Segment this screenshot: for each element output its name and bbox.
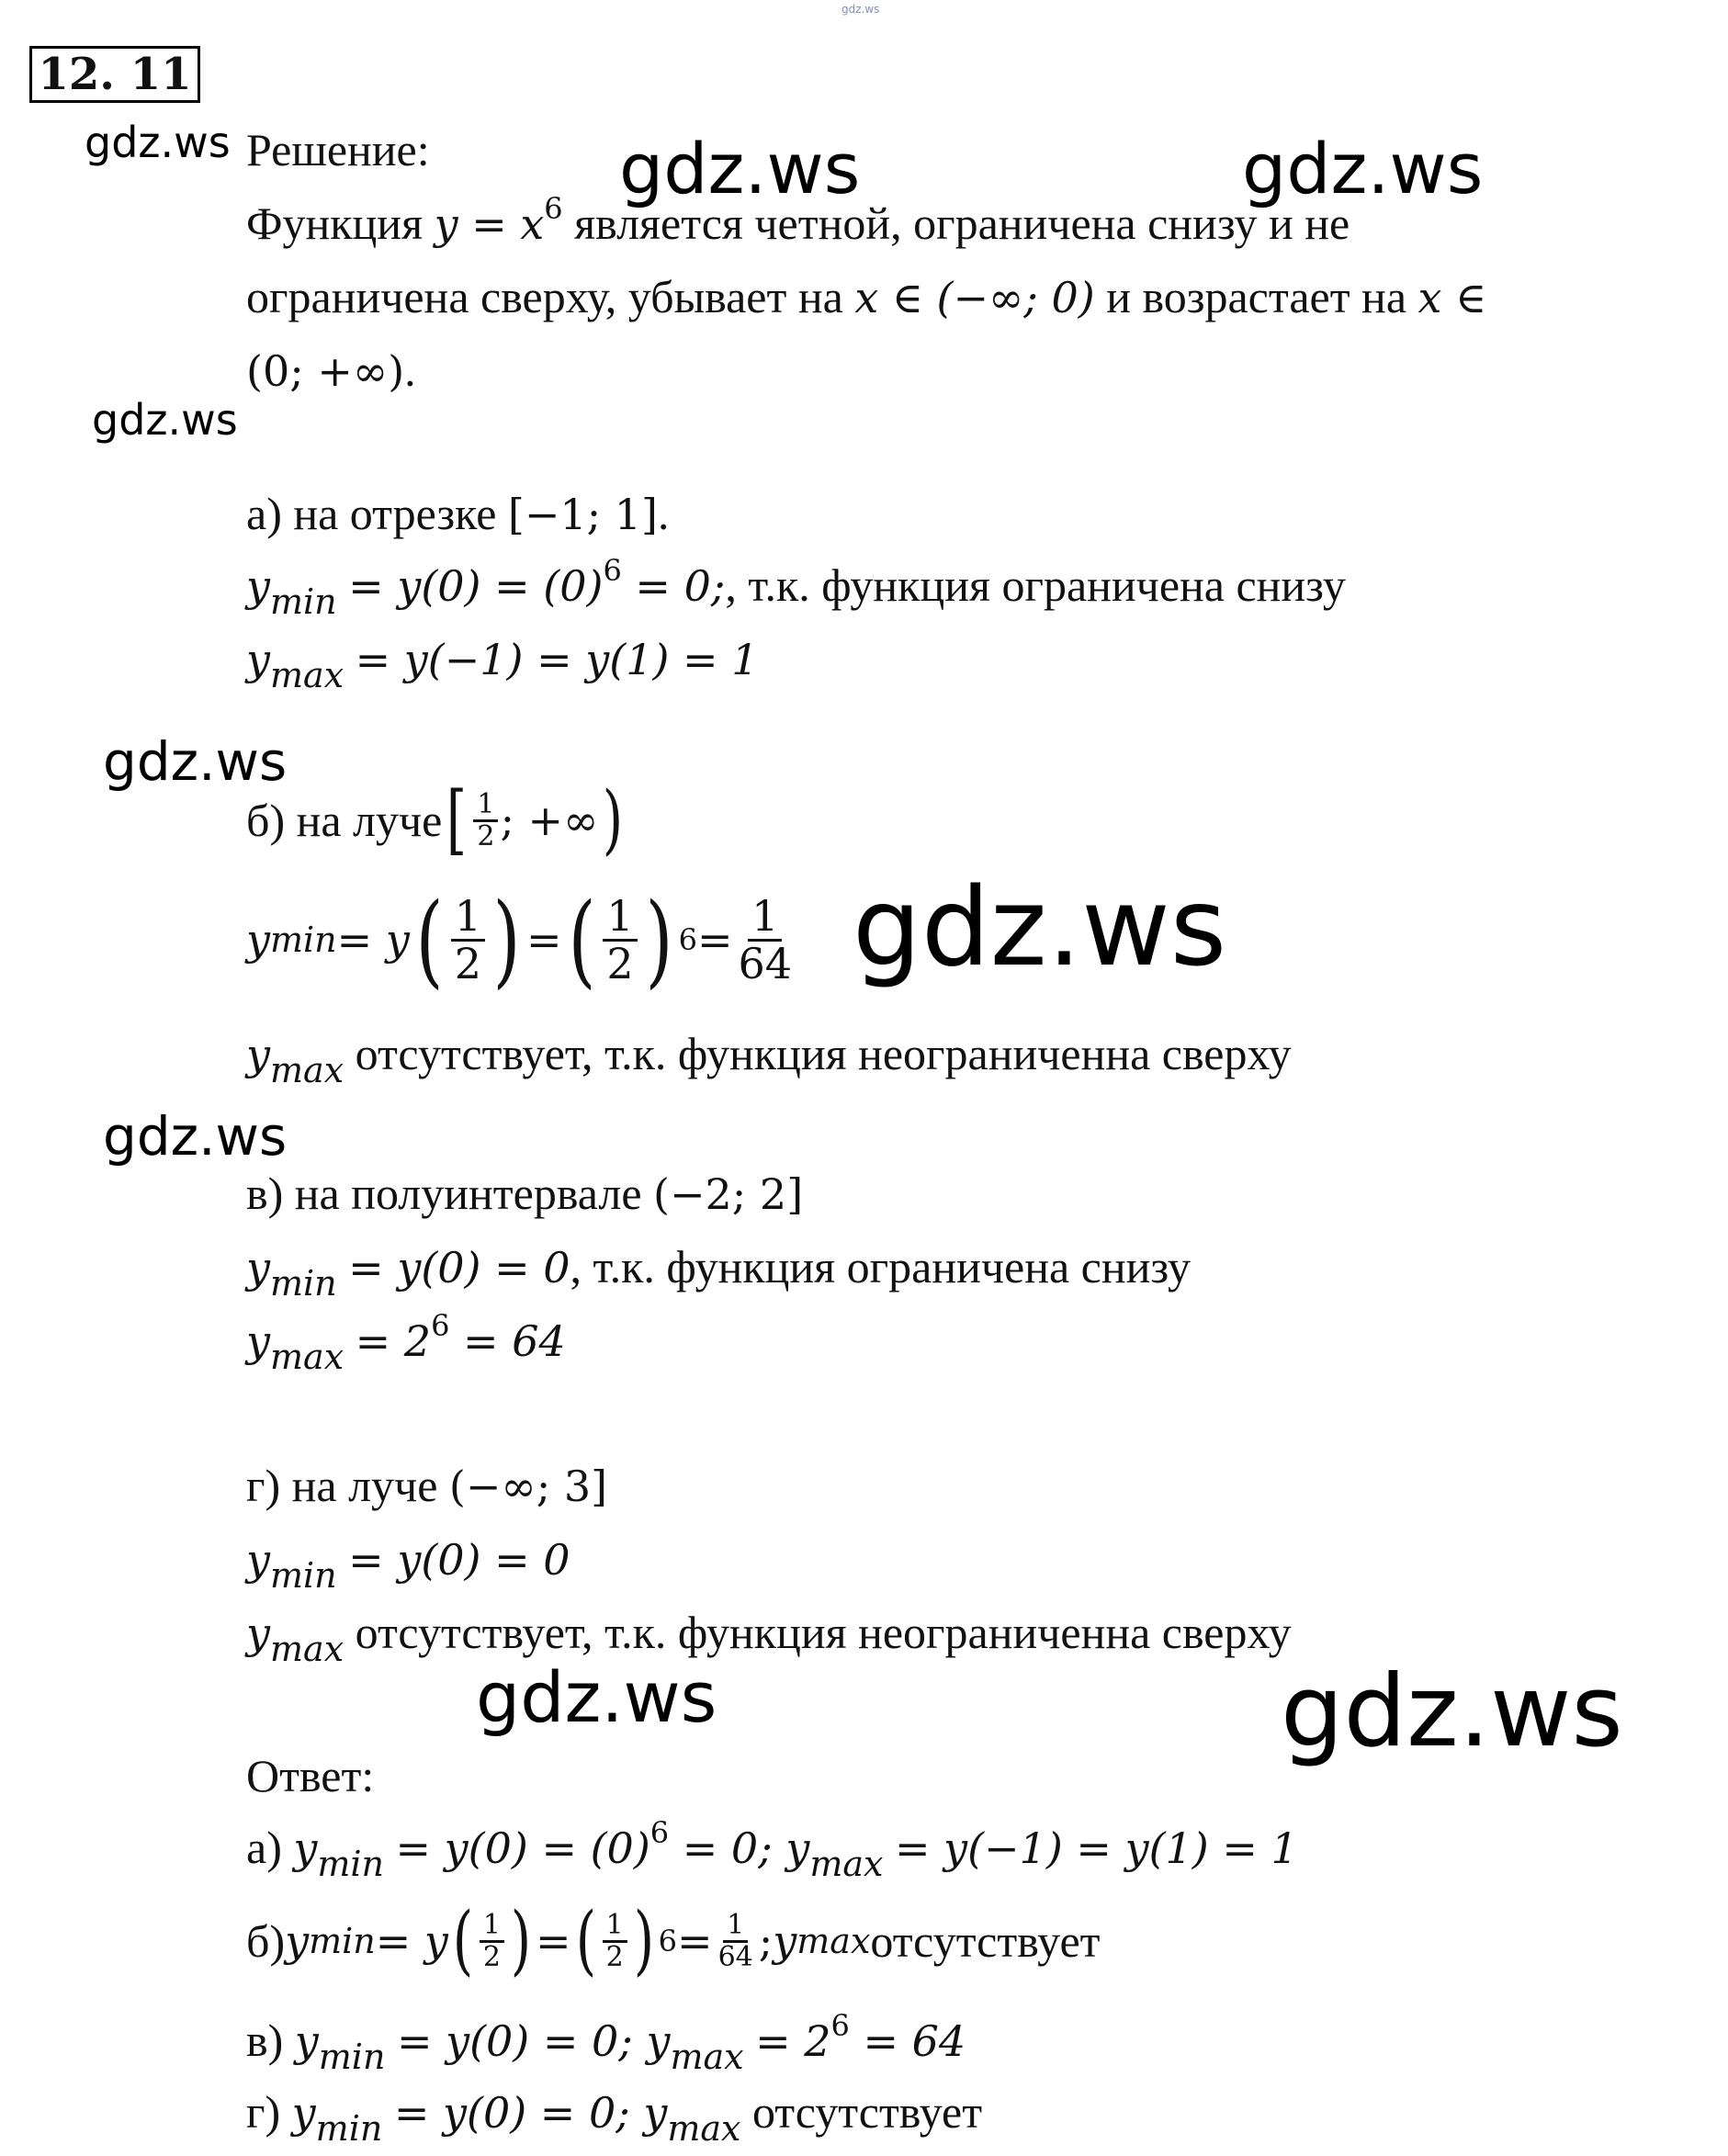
formula: y = x (434, 199, 545, 249)
paren: ) (645, 881, 673, 999)
var: y (246, 1030, 270, 1079)
subscript: max (270, 1629, 344, 1669)
formula: = 0; (621, 561, 726, 611)
var: y (785, 1823, 810, 1873)
part-v-label (246, 1168, 804, 1219)
text: отсутствует (740, 2086, 983, 2138)
denominator: 2 (477, 819, 495, 852)
var: y (293, 1823, 318, 1873)
answer-heading: Ответ: (246, 1750, 375, 1801)
subscript: max (670, 2037, 744, 2077)
formula: = y (375, 1916, 448, 1966)
formula: ; +∞ (500, 796, 599, 845)
answer-g (246, 2086, 983, 2149)
watermark: gdz.ws (103, 1105, 288, 1168)
text: ограничена сверху, убывает на (246, 271, 855, 322)
denominator: 2 (606, 938, 634, 988)
formula: = y(0) = (0) (348, 561, 604, 611)
text: является четной, ограничена снизу и не (562, 198, 1350, 249)
text: г) на луче (246, 1460, 449, 1511)
subscript: min (317, 1844, 385, 1884)
text: отсутствует (870, 1915, 1101, 1967)
formula: = y (336, 915, 410, 965)
subscript: max (270, 655, 344, 695)
formula: = y(0) = 0; (396, 2016, 647, 2066)
numerator: 1 (748, 894, 782, 941)
fraction (735, 891, 796, 988)
paren: ) (633, 1897, 654, 1984)
exponent: 6 (603, 553, 622, 588)
subscript: min (318, 2037, 386, 2077)
text: , т.к. функция ограничена снизу (725, 559, 1346, 611)
text: а) на отрезке (246, 488, 508, 539)
formula: = y(0) = 0 (348, 1243, 570, 1292)
exponent: 6 (431, 1308, 450, 1343)
formula: = 2 (755, 2016, 831, 2066)
var: y (646, 2016, 671, 2066)
numerator: 1 (603, 894, 637, 941)
formula: x ∈ (−∞; 0) (854, 273, 1095, 322)
exponent: 6 (544, 191, 563, 226)
watermark: gdz.ws (1242, 128, 1484, 209)
var: y (285, 1916, 310, 1966)
formula: = (536, 1916, 571, 1966)
paren: ( (415, 881, 444, 999)
text: б) на луче (246, 795, 443, 846)
paren: ( (452, 1897, 474, 1984)
formula: = y(−1) = y(1) = 1 (355, 635, 759, 684)
numerator: 1 (473, 790, 498, 822)
text: и возрастает на (1094, 271, 1418, 322)
subscript: max (270, 1050, 344, 1090)
denominator: 2 (454, 938, 482, 988)
denominator: 64 (738, 938, 793, 988)
solution-heading: Решение: (246, 124, 430, 175)
subscript: min (270, 1263, 337, 1304)
watermark-top-tiny: gdz.ws (841, 3, 880, 16)
watermark: gdz.ws (619, 128, 861, 209)
fraction (715, 1911, 757, 1971)
formula: ; (758, 1916, 774, 1966)
formula: = y(−1) = y(1) = 1 (894, 1823, 1298, 1873)
var: y (246, 1609, 270, 1658)
part-g-label (246, 1460, 608, 1511)
watermark: gdz.ws (92, 395, 238, 445)
part-v-ymin (246, 1241, 1192, 1304)
intro-line-2 (246, 271, 1487, 322)
fraction (451, 891, 485, 988)
formula: = y(0) = 0 (348, 1535, 570, 1585)
part-g-ymax (246, 1607, 1292, 1669)
var: y (246, 635, 270, 684)
answer-v (246, 2008, 966, 2077)
subscript: min (315, 2108, 383, 2149)
var: y (246, 915, 270, 965)
var: y (291, 2088, 316, 2138)
subscript: max (809, 1844, 884, 1884)
formula: (−∞; 3] (448, 1462, 608, 1511)
text: в) (246, 2015, 295, 2066)
subscript: max (270, 1337, 344, 1377)
denominator: 2 (605, 1940, 624, 1973)
denominator: 2 (482, 1940, 502, 1973)
formula: [−1; 1] (507, 490, 658, 539)
var: y (294, 2016, 319, 2066)
intro-line-3 (246, 344, 416, 396)
text: . (404, 344, 416, 396)
subscript: max (667, 2108, 741, 2149)
watermark: gdz.ws (1281, 1654, 1623, 1769)
answer-b: б) y min = y ( $\frac{1}{2}$ ) = ( $\frac{1}{2}$ ) 6 = $\frac{1}{64}$ ; y max отсутствует (246, 1897, 1101, 1984)
denominator: 64 (717, 1940, 753, 1973)
subscript: min (270, 1555, 337, 1596)
var: y (246, 1535, 270, 1585)
answer-a (246, 1815, 1298, 1884)
part-a-ymin (246, 553, 1346, 622)
part-b-ymin: y min = y ( $\frac{1}{2}$ ) = ( $\frac{1}{2}$ ) 6 = $\frac{1}{64}$ (246, 889, 797, 990)
text: , т.к. функция ограничена снизу (570, 1241, 1192, 1292)
text: г) (246, 2086, 292, 2138)
formula: = (525, 915, 562, 965)
part-v-ymax (246, 1308, 566, 1377)
part-a-label (246, 488, 670, 539)
fraction (603, 1911, 627, 1971)
part-b-ymax (246, 1028, 1292, 1090)
paren: ) (510, 1897, 532, 1984)
formula: = 64 (449, 1316, 566, 1366)
exponent: 6 (830, 2008, 850, 2043)
var: y (246, 561, 270, 611)
part-b-label (246, 776, 627, 864)
problem-number: 12. 11 (38, 49, 192, 100)
formula: x ∈ (1417, 273, 1487, 322)
var: y (643, 2088, 668, 2138)
var: y (773, 1916, 797, 1966)
numerator: 1 (603, 1911, 627, 1943)
text: а) (246, 1822, 294, 1873)
formula: = (696, 915, 733, 965)
fraction (603, 891, 637, 988)
formula: = (677, 1916, 713, 1966)
formula: = y(0) = (0) (395, 1823, 650, 1873)
numerator: 1 (723, 1911, 748, 1943)
watermark: gdz.ws (476, 1656, 717, 1738)
watermark: gdz.ws (853, 864, 1227, 990)
var: y (246, 1243, 270, 1292)
formula: = 64 (849, 2016, 966, 2066)
numerator: 1 (480, 1911, 504, 1943)
fraction (480, 1911, 504, 1971)
intro-line-1 (246, 191, 1350, 249)
text: отсутствует, т.к. функция неограниченна сверху (344, 1028, 1292, 1079)
formula: = y(0) = 0; (393, 2088, 644, 2138)
part-g-ymin (246, 1535, 570, 1596)
fraction (473, 790, 498, 851)
formula: (0; +∞) (246, 346, 405, 396)
part-a-ymax (246, 635, 759, 695)
watermark: gdz.ws (103, 730, 288, 793)
paren: ) (603, 776, 624, 864)
text: в) на полуинтервале (246, 1168, 654, 1219)
text: . (657, 488, 670, 539)
var: y (246, 1316, 270, 1366)
paren: ( (575, 1897, 596, 1984)
numerator: 1 (451, 894, 485, 941)
problem-number-box (29, 46, 200, 103)
subscript: min (270, 581, 337, 622)
watermark: gdz.ws (85, 118, 231, 167)
paren: ) (492, 881, 521, 999)
text: отсутствует, т.к. функция неограниченна сверху (344, 1607, 1292, 1658)
text: б) (246, 1915, 286, 1967)
paren: ( (567, 881, 595, 999)
text: Функция (246, 198, 435, 249)
formula: = 0; (669, 1823, 786, 1873)
formula: = 2 (355, 1316, 432, 1366)
exponent: 6 (649, 1815, 670, 1850)
bracket: [ (446, 776, 468, 864)
formula: (−2; 2] (653, 1169, 804, 1219)
